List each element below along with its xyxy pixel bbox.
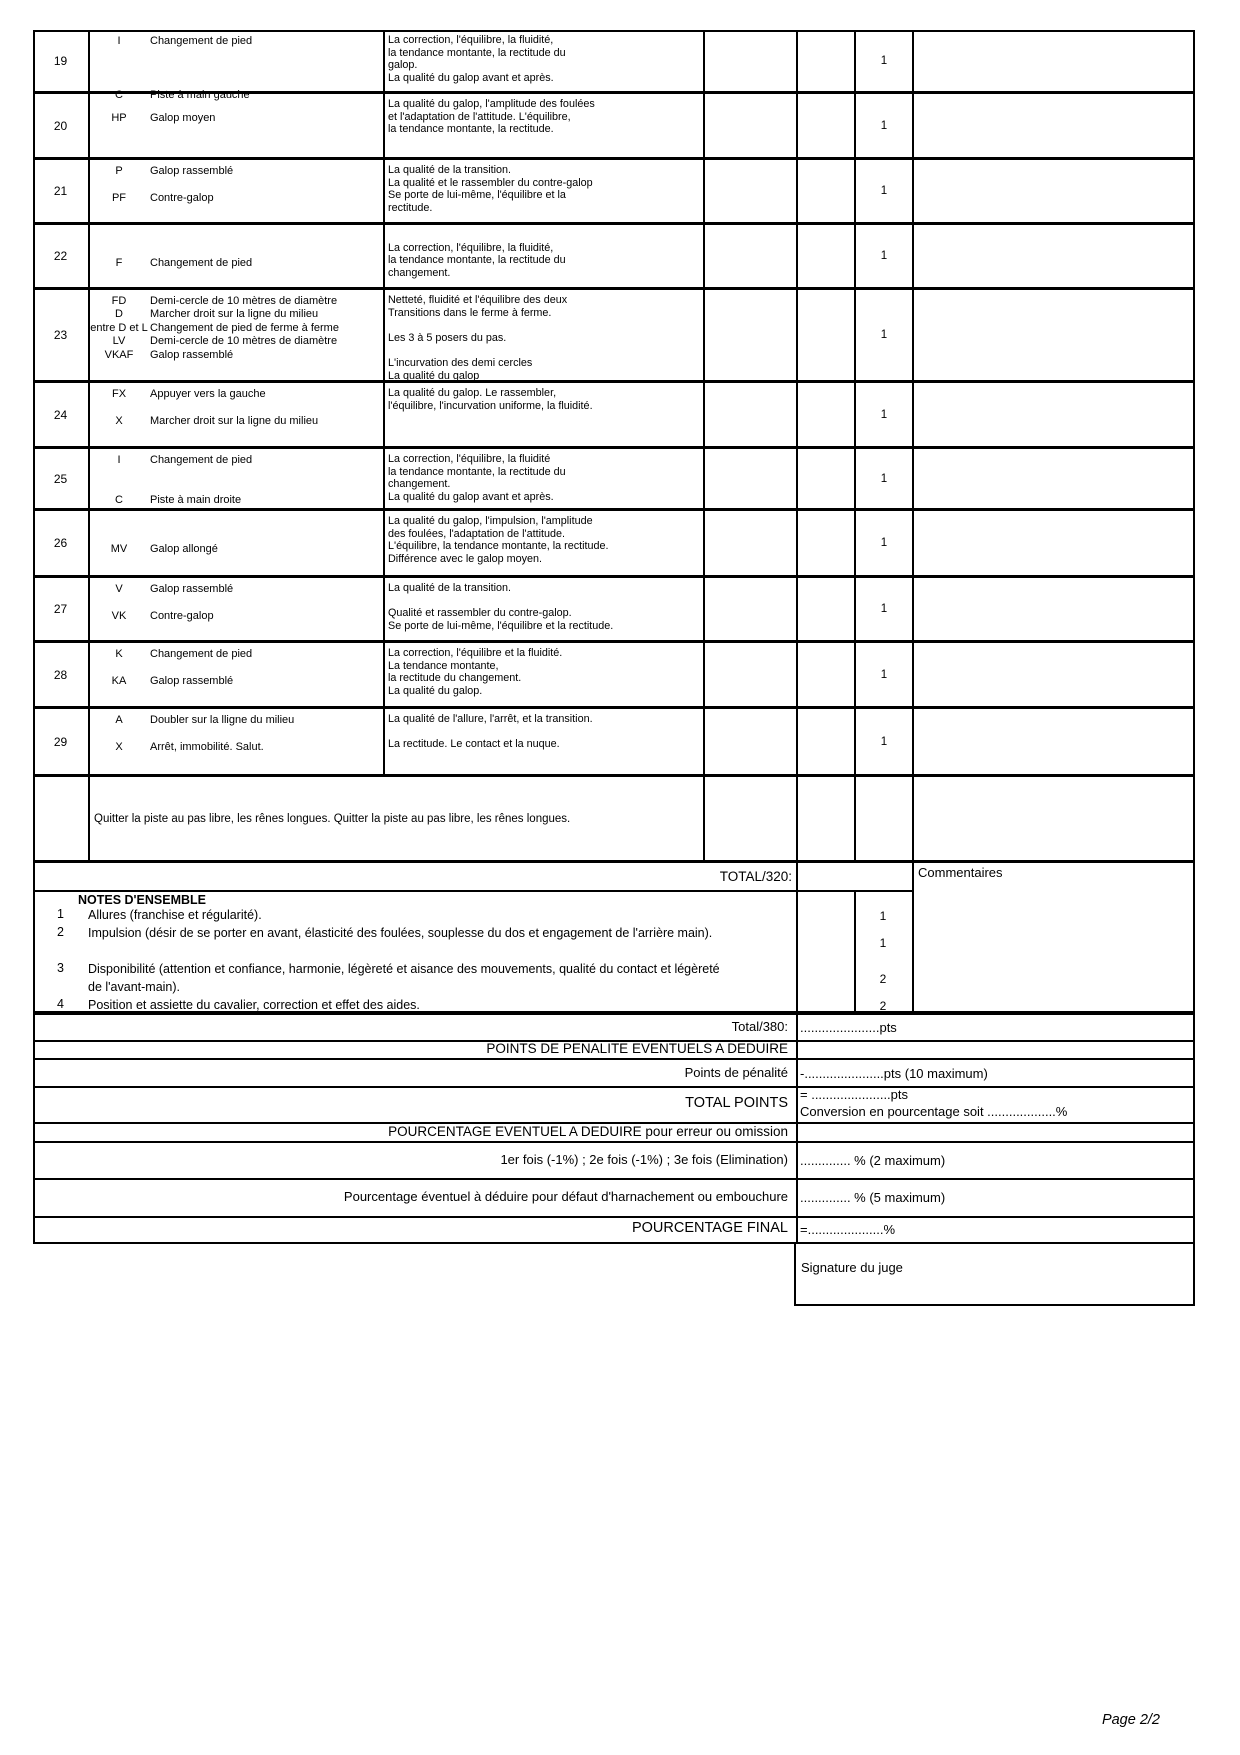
- directive-line: La qualité et le rassembler du contre-galop: [388, 176, 593, 189]
- movement-row: [33, 94, 1195, 160]
- penalty-points-value: -......................pts (10 maximum): [800, 1066, 988, 1081]
- movement-number: 19: [53, 53, 68, 68]
- coefficient-value: 1: [854, 225, 912, 287]
- directive-line: la tendance montante, la rectitude du: [388, 254, 566, 267]
- coefficient-value: 1: [854, 383, 912, 446]
- divider: [35, 1141, 1193, 1143]
- movement-line: [90, 308, 383, 321]
- movement-line: [90, 454, 383, 467]
- movement-row: [33, 643, 1195, 709]
- directive-line: des foulées, l'adaptation de l'attitude.: [388, 527, 565, 540]
- movement-line: [90, 335, 383, 348]
- movement-description: Doubler sur la lligne du milieu: [150, 714, 295, 726]
- movement-cell: [88, 383, 383, 446]
- movement-line: [90, 610, 383, 623]
- coefficient-value: 1: [854, 449, 912, 508]
- movement-line: [90, 467, 383, 480]
- total-380-label: Total/380:: [731, 1019, 788, 1034]
- movement-number: 28: [53, 667, 68, 682]
- total-points-value: = ......................pts: [800, 1087, 909, 1102]
- marker-letter: C: [115, 88, 123, 101]
- notes-item-number: 4: [57, 997, 64, 1011]
- directive-line: rectitude.: [388, 201, 433, 214]
- movement-description: Changement de pied: [150, 35, 253, 47]
- exit-instruction: Quitter la piste au pas libre, les rênes longues. Quitter la piste au pas libre, les rênes longues.: [88, 777, 703, 860]
- movement-description: Demi-cercle de 10 mètres de diamètre: [150, 295, 338, 307]
- note-cell: [703, 30, 796, 91]
- harness-deduction-value: .............. % (5 maximum): [800, 1190, 946, 1205]
- directive-line: et l'adaptation de l'attitude. L'équilibre,: [388, 110, 571, 123]
- movement-line: [90, 583, 383, 596]
- movement-line: [90, 714, 383, 727]
- directive-line: La qualité du galop: [388, 369, 480, 382]
- movement-row: [33, 511, 1195, 578]
- movement-description: Marcher droit sur la ligne du milieu: [150, 308, 319, 321]
- notes-item-coefficient: 2: [879, 998, 887, 1013]
- directive-line: La correction, l'équilibre, la fluidité,: [388, 241, 554, 254]
- movement-line: [90, 415, 383, 428]
- row-comment-cell: [912, 709, 1195, 774]
- note-cell: [703, 511, 796, 575]
- movement-line: [90, 178, 383, 191]
- directive-line: Se porte de lui-même, l'équilibre et la rectitude.: [388, 619, 614, 632]
- coefficient-value: 1: [854, 643, 912, 706]
- signature-label: Signature du juge: [801, 1260, 903, 1275]
- directive-line: galop.: [388, 59, 418, 72]
- directive-line: la rectitude du changement.: [388, 672, 522, 685]
- notes-item: [33, 925, 796, 961]
- movement-cell: [88, 578, 383, 640]
- marker-letter: MV: [110, 542, 128, 555]
- directive-line: Se porte de lui-même, l'équilibre et la: [388, 189, 566, 202]
- directives-cell: [383, 160, 703, 222]
- notes-item-text: Position et assiette du cavalier, correction et effet des aides.: [88, 998, 420, 1012]
- correction-cell: [796, 30, 854, 91]
- movement-description: Changement de pied: [150, 648, 253, 660]
- divider: [35, 1216, 1193, 1218]
- divider: [854, 892, 856, 1013]
- marker-letter: VK: [111, 609, 127, 622]
- row-comment-cell: [912, 30, 1195, 91]
- movement-description: Galop rassemblé: [150, 674, 234, 687]
- row-comment-cell: [912, 777, 1195, 860]
- directives-cell: [383, 225, 703, 287]
- movement-number: 29: [53, 734, 68, 749]
- movement-description: [148, 401, 150, 414]
- notes-item-coefficient: 2: [879, 972, 887, 986]
- directive-line: Transitions dans le ferme à ferme.: [388, 306, 552, 319]
- movement-number: 20: [53, 118, 68, 133]
- directive-line: La qualité du galop avant et après.: [388, 71, 554, 84]
- row-comment-cell: [912, 383, 1195, 446]
- directive-line: L'équilibre, la tendance montante, la rectitude.: [388, 540, 609, 553]
- directive-line: La qualité de la transition.: [388, 582, 512, 594]
- marker-letter: I: [117, 35, 121, 47]
- movement-description: [148, 99, 150, 112]
- movement-line: [90, 481, 383, 494]
- page-number: Page 2/2: [1101, 1712, 1160, 1728]
- directives-cell: [383, 94, 703, 157]
- divider: [35, 1086, 1193, 1088]
- total-points-label: TOTAL POINTS: [685, 1095, 788, 1111]
- correction-cell: [796, 94, 854, 157]
- movement-line: [90, 516, 383, 529]
- total-320-label: TOTAL/320:: [719, 869, 792, 884]
- movement-line: [90, 165, 383, 178]
- movement-number: 24: [53, 407, 68, 422]
- directive-line: changement.: [388, 478, 451, 491]
- movement-line: [90, 349, 383, 362]
- movement-description: [148, 481, 150, 494]
- directive-line: La correction, l'équilibre, la fluidité,: [388, 34, 554, 46]
- correction-cell: [796, 449, 854, 508]
- exit-row: [33, 777, 1195, 863]
- directives-cell: [383, 449, 703, 508]
- coefficient-value: 1: [854, 578, 912, 640]
- marker-letter: KA: [111, 674, 127, 687]
- correction-cell: [796, 578, 854, 640]
- directive-line: La qualité du galop.: [388, 684, 483, 697]
- note-cell: [703, 225, 796, 287]
- movement-number: 21: [53, 184, 68, 198]
- notes-item-number: 1: [57, 907, 64, 921]
- movement-description: [148, 243, 150, 256]
- movement-row: [33, 160, 1195, 225]
- directive-line: La rectitude. Le contact et la nuque.: [388, 738, 560, 751]
- correction-cell: [796, 225, 854, 287]
- percentage-deduction-header: POURCENTAGE EVENTUEL A DEDUIRE pour erreur ou omission: [388, 1124, 788, 1139]
- movement-description: [148, 596, 150, 609]
- row-comment-cell: [912, 160, 1195, 222]
- movement-line: [90, 48, 383, 61]
- divider: [796, 1015, 798, 1242]
- movement-line: [90, 75, 383, 88]
- notes-item-coefficient: 1: [879, 936, 887, 950]
- note-cell: [703, 578, 796, 640]
- marker-letter: D: [115, 308, 123, 321]
- note-cell: [703, 290, 796, 380]
- directive-line: Qualité et rassembler du contre-galop.: [388, 607, 572, 620]
- notes-ensemble-title: NOTES D'ENSEMBLE: [78, 893, 206, 907]
- movement-line: [90, 112, 383, 125]
- movement-row: [33, 449, 1195, 511]
- note-cell: [703, 643, 796, 706]
- movement-description: [148, 48, 150, 61]
- movement-number: 27: [53, 602, 68, 616]
- movement-description: [148, 727, 150, 740]
- movement-description: [148, 516, 150, 529]
- movement-line: [90, 661, 383, 674]
- directive-line: L'incurvation des demi cercles: [388, 356, 533, 369]
- row-comment-cell: [912, 94, 1195, 157]
- row-comment-cell: [912, 643, 1195, 706]
- marker-letter: K: [115, 648, 123, 660]
- coefficient-value: 1: [854, 94, 912, 157]
- movement-description: Contre-galop: [150, 191, 214, 204]
- marker-letter: F: [115, 256, 123, 269]
- movement-description: Galop allongé: [150, 542, 218, 555]
- directive-line: [388, 595, 703, 608]
- movement-number: 23: [53, 328, 68, 342]
- movement-number: 25: [53, 471, 68, 486]
- movement-description: Piste à main droite: [150, 494, 242, 507]
- movement-description: Galop rassemblé: [150, 583, 234, 595]
- movement-description: Changement de pied: [150, 256, 253, 269]
- note-cell: [703, 94, 796, 157]
- marker-letter: C: [115, 494, 123, 507]
- divider: [35, 1178, 1193, 1180]
- directives-cell: [383, 30, 703, 91]
- comments-header: Commentaires: [918, 865, 1003, 880]
- directive-line: changement.: [388, 266, 451, 279]
- movement-line: [90, 62, 383, 75]
- final-percentage-value: =.....................%: [800, 1222, 895, 1237]
- movement-description: Galop moyen: [150, 112, 216, 125]
- marker-letter: LV: [112, 335, 126, 348]
- directive-line: [388, 229, 703, 242]
- notes-item-text: Impulsion (désir de se porter en avant, élasticité des foulées, souplesse du dos et engagement de l'arrière main).: [88, 926, 713, 940]
- movement-description: [148, 178, 150, 191]
- directives-cell: [383, 709, 703, 774]
- movement-number: 22: [53, 249, 68, 263]
- movement-description: [148, 230, 150, 243]
- marker-letter: HP: [111, 112, 127, 125]
- row-comment-cell: [912, 449, 1195, 508]
- movement-description: [148, 467, 150, 480]
- movement-description: [148, 661, 150, 674]
- coefficient-cell: [854, 777, 912, 860]
- directives-cell: [383, 383, 703, 446]
- movement-line: [90, 727, 383, 740]
- coefficient-value: 1: [854, 290, 912, 380]
- movement-description: [148, 529, 150, 542]
- movement-cell: [88, 511, 383, 575]
- movement-line: [90, 230, 383, 243]
- final-percentage-label: POURCENTAGE FINAL: [631, 1220, 788, 1236]
- divider: [796, 892, 798, 1013]
- directive-line: la tendance montante, la rectitude du: [388, 46, 566, 59]
- directive-line: La qualité de la transition.: [388, 164, 512, 176]
- error-omission-value: .............. % (2 maximum): [800, 1153, 946, 1168]
- coefficient-value: 1: [854, 511, 912, 575]
- movement-line: [90, 295, 383, 308]
- correction-cell: [796, 160, 854, 222]
- directive-line: La correction, l'équilibre, la fluidité: [388, 453, 551, 465]
- notes-item-number: 3: [57, 961, 64, 975]
- movement-row: [33, 709, 1195, 777]
- correction-cell: [796, 511, 854, 575]
- directive-line: La qualité du galop. Le rassembler,: [388, 387, 557, 399]
- coefficient-value: 1: [854, 709, 912, 774]
- movement-description: Arrêt, immobilité. Salut.: [150, 740, 264, 753]
- movement-description: Galop rassemblé: [150, 165, 234, 177]
- marker-letter: FD: [111, 295, 127, 307]
- row-comment-cell: [912, 511, 1195, 575]
- movement-line: [90, 494, 383, 507]
- notes-item-text: Disponibilité (attention et confiance, harmonie, légèreté et aisance des mouvements, qualité du contact et légèreté de l'avant-main).: [88, 962, 720, 994]
- marker-letter: I: [117, 454, 121, 466]
- correction-cell: [796, 709, 854, 774]
- correction-cell: [796, 777, 854, 860]
- note-cell: [703, 777, 796, 860]
- directive-line: La qualité du galop avant et après.: [388, 490, 554, 503]
- movement-description: Galop rassemblé: [150, 348, 234, 361]
- directive-line: Netteté, fluidité et l'équilibre des deux: [388, 294, 568, 306]
- penalty-section-header: POINTS DE PENALITE EVENTUELS A DEDUIRE: [486, 1041, 788, 1056]
- movement-line: [90, 243, 383, 256]
- movement-row: [33, 383, 1195, 449]
- movement-line: [90, 99, 383, 112]
- directives-cell: [383, 511, 703, 575]
- movement-cell: [88, 449, 383, 508]
- directive-line: La qualité du galop, l'impulsion, l'amplitude: [388, 515, 593, 527]
- note-cell: [703, 383, 796, 446]
- error-omission-label: 1er fois (-1%) ; 2e fois (-1%) ; 3e fois (Elimination): [500, 1152, 788, 1167]
- correction-cell: [796, 643, 854, 706]
- directive-line: l'équilibre, l'incurvation uniforme, la fluidité.: [388, 399, 593, 412]
- note-cell: [703, 160, 796, 222]
- movement-line: [90, 596, 383, 609]
- movement-line: [90, 741, 383, 754]
- directive-line: La correction, l'équilibre et la fluidité.: [388, 647, 563, 659]
- note-cell: [703, 709, 796, 774]
- directive-line: [388, 344, 703, 357]
- movement-cell: [88, 160, 383, 222]
- marker-letter: X: [115, 414, 123, 427]
- row-comment-cell: [912, 225, 1195, 287]
- movement-line: [90, 35, 383, 48]
- movement-row: [33, 578, 1195, 643]
- directive-line: Différence avec le galop moyen.: [388, 552, 543, 565]
- correction-cell: [796, 290, 854, 380]
- movement-line: [90, 648, 383, 661]
- notes-item-coefficient: 1: [879, 909, 887, 923]
- movement-description: Marcher droit sur la ligne du milieu: [150, 414, 319, 427]
- movement-description: [148, 62, 150, 75]
- movement-cell: [88, 30, 383, 101]
- total-320-value-cell: [796, 863, 912, 890]
- movement-number: [33, 777, 88, 860]
- divider: [35, 1058, 1193, 1060]
- movement-cell: [88, 709, 383, 774]
- movement-cell: [88, 225, 383, 287]
- correction-cell: [796, 383, 854, 446]
- comments-box: [912, 863, 1195, 1013]
- movement-line: [90, 192, 383, 205]
- directive-line: La tendance montante,: [388, 659, 499, 672]
- movement-row: [33, 30, 1195, 101]
- marker-letter: V: [115, 583, 123, 595]
- marker-letter: VKAF: [104, 348, 134, 361]
- directives-cell: [383, 643, 703, 706]
- movement-line: [90, 529, 383, 542]
- movement-cell: [88, 290, 383, 380]
- movement-line: [90, 388, 383, 401]
- movement-description: [148, 75, 150, 88]
- conversion-percentage-text: Conversion en pourcentage soit ...................%: [800, 1104, 1068, 1119]
- directives-cell: [383, 578, 703, 640]
- row-comment-cell: [912, 578, 1195, 640]
- directive-line: Les 3 à 5 posers du pas.: [388, 331, 507, 344]
- movement-line: [90, 675, 383, 688]
- coefficient-value: 1: [854, 160, 912, 222]
- movement-number: 26: [53, 536, 68, 550]
- marker-letter: FX: [111, 388, 127, 400]
- movement-description: Contre-galop: [150, 609, 214, 622]
- movement-cell: [88, 643, 383, 706]
- coefficient-value: 1: [854, 30, 912, 91]
- row-comment-cell: [912, 290, 1195, 380]
- total-380-value: ......................pts: [800, 1020, 897, 1035]
- movement-row: [33, 225, 1195, 290]
- directive-line: [388, 319, 703, 332]
- directive-line: La qualité du galop, l'amplitude des foulées: [388, 98, 595, 110]
- marker-letter: PF: [111, 191, 127, 204]
- movement-line: [90, 322, 383, 335]
- notes-item-text: Allures (franchise et régularité).: [88, 908, 262, 922]
- movement-line: [90, 257, 383, 270]
- total-320-row: [33, 863, 912, 892]
- directives-cell: [383, 290, 703, 380]
- totals-section: [33, 1013, 1195, 1244]
- note-cell: [703, 449, 796, 508]
- notes-item: [33, 997, 796, 1014]
- movement-description: Demi-cercle de 10 mètres de diamètre: [150, 335, 338, 348]
- marker-letter: P: [115, 165, 123, 177]
- movement-cell: [88, 94, 383, 157]
- movement-line: [90, 401, 383, 414]
- notes-item: [33, 961, 796, 997]
- notes-item-number: 2: [57, 925, 64, 939]
- directive-line: La qualité de l'allure, l'arrêt, et la transition.: [388, 713, 593, 725]
- signature-box: [794, 1244, 1195, 1306]
- notes-item: [33, 907, 796, 925]
- marker-letter: X: [115, 740, 123, 753]
- movement-description: Changement de pied de ferme à ferme: [150, 321, 339, 334]
- penalty-points-label: Points de pénalité: [684, 1065, 788, 1080]
- movement-description: Piste à main gauche: [150, 88, 250, 101]
- movement-line: [90, 543, 383, 556]
- directive-line: [388, 726, 703, 739]
- directive-line: la tendance montante, la rectitude.: [388, 123, 554, 136]
- marker-letter: entre D et L: [90, 321, 148, 334]
- movement-description: Appuyer vers la gauche: [150, 388, 266, 400]
- directive-line: la tendance montante, la rectitude du: [388, 465, 566, 478]
- marker-letter: A: [115, 714, 123, 726]
- movement-row: [33, 290, 1195, 383]
- harness-deduction-label: Pourcentage éventuel à déduire pour défaut d'harnachement ou embouchure: [343, 1189, 788, 1204]
- movement-description: Changement de pied: [150, 454, 253, 466]
